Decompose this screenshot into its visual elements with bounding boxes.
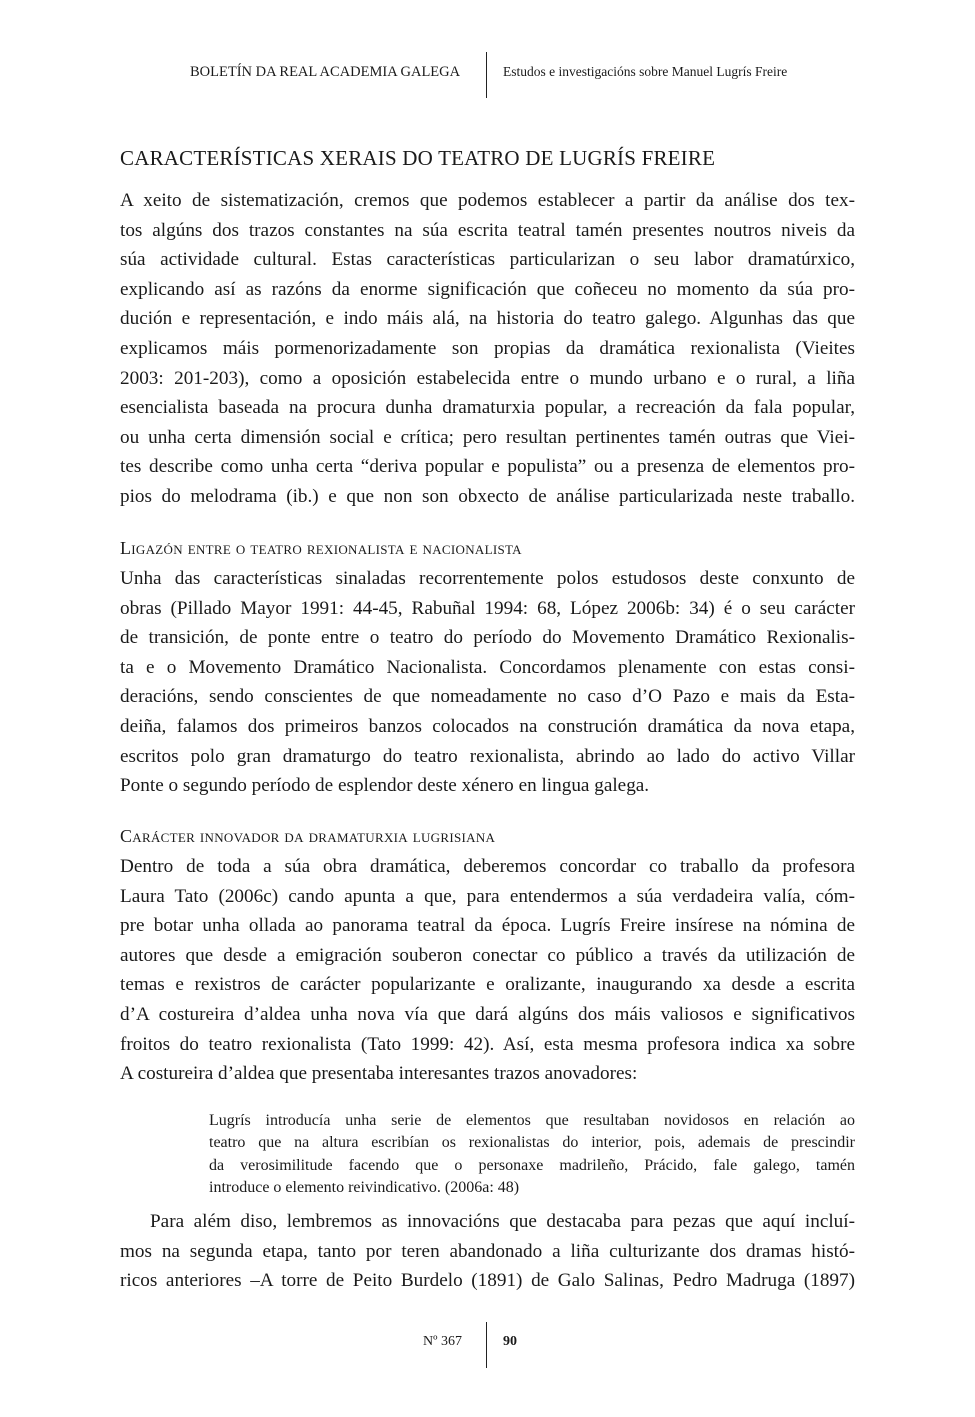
text-line: de transición, de ponte entre o teatro do período do Movemento Dramático Rexionalis- xyxy=(120,627,855,649)
text-line: mos na segunda etapa, tanto por teren abandonado a liña culturizante dos dramas histó- xyxy=(120,1240,855,1262)
paragraph-1 xyxy=(120,186,855,512)
text-line: Ponte o segundo período de esplendor deste xénero en lingua galega. xyxy=(120,775,650,797)
text-line: pre botar unha ollada ao panorama teatral da época. Lugrís Freire insírese na nómina de xyxy=(120,915,855,937)
text-line: 2003: 201-203), como a oposición estabelecida entre o mundo urbano e o rural, a liña xyxy=(120,367,855,389)
text-line: Laura Tato (2006c) cando apunta a que, para entendermos a súa verdadeira valía, cóm- xyxy=(120,885,855,907)
text-line: ricos anteriores –A torre de Peito Burdelo (1891) de Galo Salinas, Pedro Madruga (1897) xyxy=(120,1270,855,1292)
block-quote xyxy=(209,1110,855,1200)
text-line: Para além diso, lembremos as innovacións que destacaba para pezas que aquí incluí- xyxy=(150,1211,855,1232)
text-line: deiña, falamos dos primeiros banzos colocados na construción dramática da nova etapa, xyxy=(120,715,855,737)
text-line: introduce o elemento reivindicativo. (2006a: 48) xyxy=(209,1179,520,1197)
text-line: explicando así as razóns da enorme significación que coñeceu no momento da súa pro- xyxy=(120,278,855,300)
page-number: 90 xyxy=(503,1334,517,1349)
text-line: froitos do teatro rexionalista (Tato 1999: 42). Así, esta mesma profesora indica xa sobre xyxy=(120,1033,855,1055)
header-divider xyxy=(486,52,487,98)
text-line: ta e o Movemento Dramático Nacionalista. Concordamos plenamente con estas consi- xyxy=(120,656,855,678)
text-line: tos algúns dos trazos constantes na súa escrita teatral tamén presentes noutros niveis da xyxy=(120,219,855,241)
text-line: explicamos máis pormenorizadamente son propias da dramática rexionalista (Vieites xyxy=(120,337,855,359)
text-line: temas e rexistros de carácter popularizante e oralizante, inaugurando xa desde a escrita xyxy=(120,974,855,996)
text-line: dución e representación, e indo máis alá, na historia do teatro galego. Algunhas das que xyxy=(120,308,855,330)
text-line: ou unha certa dimensión social e crítica; pero resultan pertinentes tamén outras que Viei- xyxy=(120,426,855,448)
section-title: CARACTERÍSTICAS XERAIS DO TEATRO DE LUGRÍS FREIRE xyxy=(120,146,716,170)
running-header-journal: BOLETÍN DA REAL ACADEMIA GALEGA xyxy=(190,64,461,80)
text-line: A costureira d’aldea que presentaba interesantes trazos anovadores: xyxy=(120,1063,638,1085)
text-line: Unha das características sinaladas recorrentemente polos estudosos deste conxunto de xyxy=(120,568,855,589)
paragraph-3 xyxy=(120,852,855,1089)
text-line: pios do melodrama (ib.) e que non son obxecto de análise particularizada neste traballo. xyxy=(120,485,855,507)
text-line: Lugrís introducía unha serie de elementos que resultaban novidosos en relación ao xyxy=(209,1112,855,1129)
text-line: súa actividade cultural. Estas características particularizan o seu labor dramatúrxico, xyxy=(120,249,855,271)
text-line: deracións, sendo conscientes de que nomeadamente no caso d’O Pazo e mais da Esta- xyxy=(120,686,855,708)
text-line: da verosimilitude facendo que o personaxe madrileño, Prácido, fale galego, tamén xyxy=(209,1156,855,1174)
paragraph-2 xyxy=(120,564,855,801)
paragraph-4 xyxy=(120,1207,855,1296)
text-line: autores que desde a emigración souberon conectar co público a través da utilización de xyxy=(120,944,855,966)
text-line: A xeito de sistematización, cremos que podemos establecer a partir da análise dos tex- xyxy=(120,190,855,211)
text-line: d’A costureira d’aldea unha nova vía que dará algúns dos máis valiosos e significativos xyxy=(120,1003,855,1025)
text-line: obras (Pillado Mayor 1991: 44-45, Rabuñal 1994: 68, López 2006b: 34) é o seu carácter xyxy=(120,597,855,619)
text-line: tes describe como unha certa “deriva popular e populista” ou a presenza de elementos pro- xyxy=(120,456,855,478)
footer-divider xyxy=(486,1322,487,1368)
issue-number: Nº 367 xyxy=(423,1334,462,1349)
subheading-caracter-innovador: Carácter innovador da dramaturxia lugrisiana xyxy=(120,826,496,846)
subheading-ligazon: Ligazón entre o teatro rexionalista e nacionalista xyxy=(120,538,522,558)
text-line: teatro que na altura escribían os rexionalistas do interior, pois, ademais de prescindir xyxy=(209,1134,855,1152)
text-line: Dentro de toda a súa obra dramática, deberemos concordar co traballo da profesora xyxy=(120,856,855,877)
running-header-section: Estudos e investigacións sobre Manuel Lugrís Freire xyxy=(503,64,788,79)
text-line: escritos polo gran dramaturgo do teatro rexionalista, abrindo ao lado do activo Villar xyxy=(120,745,855,767)
text-line: esencialista baseada na procura dunha dramaturxia popular, a recreación da fala popular, xyxy=(120,397,855,419)
